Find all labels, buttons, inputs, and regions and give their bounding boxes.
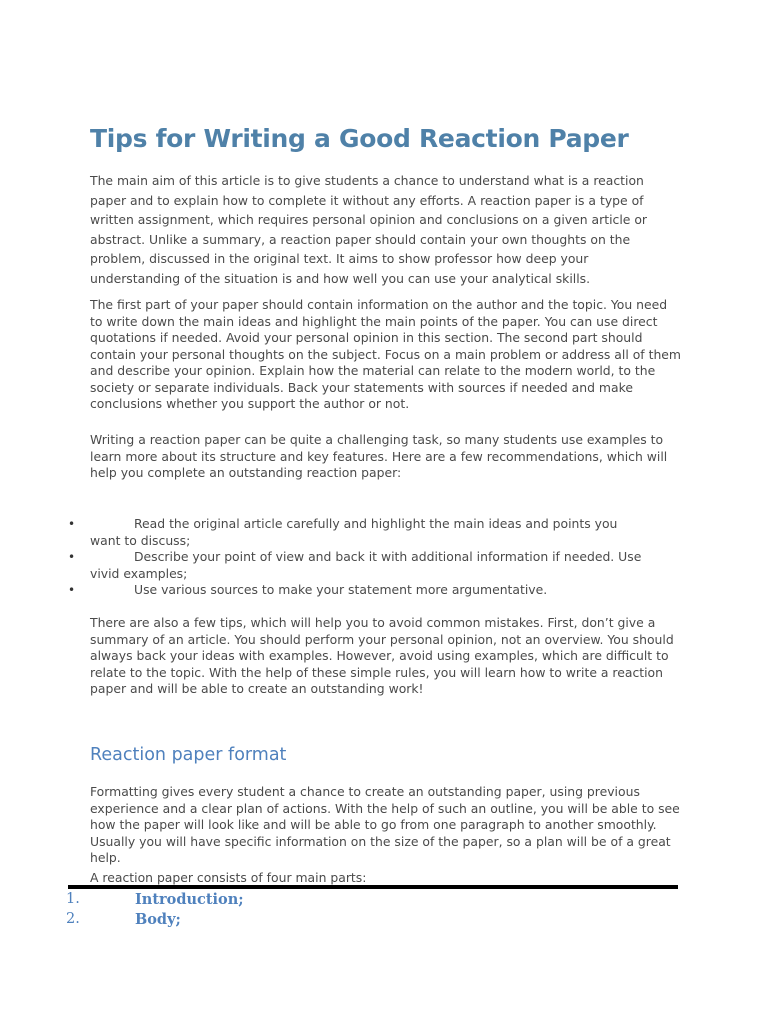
paragraph-formatting: Formatting gives every student a chance to create an outstanding paper, using previous experience and a clear plan of actions. With the help of such an outline, you will be able to see how the paper will look like and will be able to go from one paragraph to another smoothly. Usually you will have specific information on the size of the paper, so a plan will be of a great help.	[90, 784, 680, 865]
list-item-text: Read the original article carefully and highlight the main ideas and points you want to discuss;	[90, 516, 618, 548]
paragraph-structure: The first part of your paper should contain information on the author and the topic. You need to write down the main ideas and highlight the main points of the paper. You can use direct quotations if needed. Avoid your personal opinion in this section. The second part should contain your personal thoughts on the subject. Focus on a main problem or address all of them and describe your opinion. Explain how the material can relate to the modern world, to the society or separate individuals. Back your statements with sources if needed and make conclusions whether you support the author or not.	[90, 297, 681, 411]
paragraph-intro: The main aim of this article is to give students a chance to understand what is a reaction paper and to explain how to complete it without any efforts. A reaction paper is a type of written assignment, which requires personal opinion and conclusions on a given article or abstract. Unlike a summary, a reaction paper should contain your own thoughts on the problem, discussed in the original text. It aims to show professor how deep your understanding of the situation is and how well you can use your analytical skills.	[90, 173, 647, 286]
bullet-icon: •	[68, 517, 76, 531]
paragraph-parts: A reaction paper consists of four main parts:	[90, 870, 367, 885]
list-item-label: Introduction;	[135, 891, 244, 908]
parts-list	[0, 891, 700, 931]
recommendations-list	[0, 516, 700, 599]
list-item	[0, 891, 700, 911]
paragraph-recommendations: Writing a reaction paper can be quite a challenging task, so many students use examples to learn more about its structure and key features. Here are a few recommendations, which will help you complete an outstanding reaction paper:	[90, 432, 668, 480]
list-item-text: Describe your point of view and back it with additional information if needed. Use vivid examples;	[90, 549, 642, 581]
list-item	[0, 582, 650, 599]
bullet-icon: •	[68, 583, 76, 597]
list-number: 2.	[66, 911, 80, 927]
bullet-icon: •	[68, 550, 76, 564]
list-item-text: Use various sources to make your statement more argumentative.	[134, 582, 548, 597]
list-item	[0, 516, 650, 549]
paragraph-common-mistakes: There are also a few tips, which will help you to avoid common mistakes. First, don’t give a summary of an article. You should perform your personal opinion, not an overview. You should always back your ideas with examples. However, avoid using examples, which are difficult to relate to the topic. With the help of these simple rules, you will learn how to write a reaction paper and will be able to create an outstanding work!	[90, 615, 674, 696]
list-number: 1.	[66, 891, 80, 907]
section-heading-format: Reaction paper format	[90, 745, 287, 765]
list-item-label: Body;	[135, 911, 181, 928]
horizontal-rule	[68, 885, 678, 889]
document-title: Tips for Writing a Good Reaction Paper	[90, 124, 629, 153]
list-item	[0, 549, 650, 582]
list-item	[0, 911, 700, 931]
